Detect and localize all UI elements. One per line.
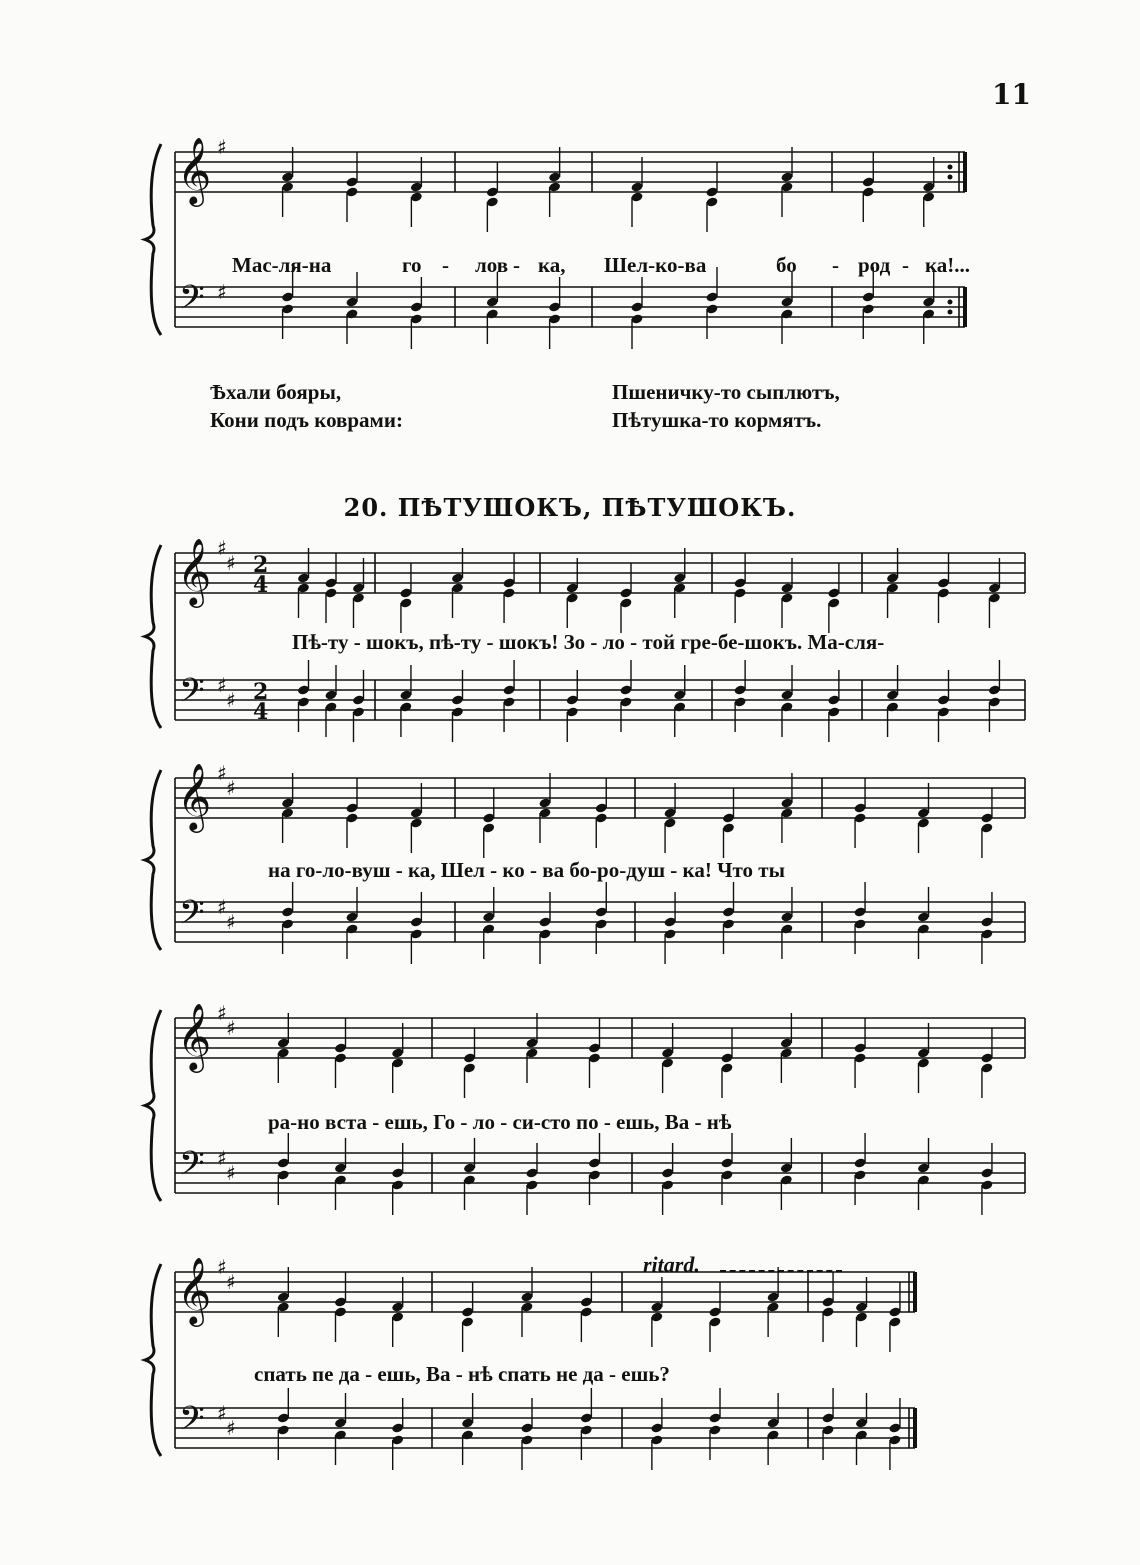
sharp-icon: ♯: [217, 673, 227, 697]
bass-clef-icon: 𝄢: [179, 279, 205, 325]
lyrics-line-2: на го-ло-вуш - ка, Шел - ко - ва бо-ро-душ - ка! Что ты: [268, 858, 785, 882]
tempo-mark: ritard.: [643, 1252, 700, 1277]
lyric-syllable: -: [832, 253, 839, 277]
verse-left-line-1: Ѣхали бояры,: [210, 380, 342, 404]
treble-clef-icon: 𝄞: [177, 136, 212, 204]
treble-clef-icon: 𝄞: [177, 1002, 212, 1070]
sharp-icon: ♯: [217, 895, 227, 919]
sharp-icon: ♯: [226, 1416, 236, 1440]
lyrics-line-3: ра-но вста - ешь, Го - ло - си-сто по - ешь, Ва - нѣ: [268, 1110, 732, 1134]
verse-left-line-2: Кони подъ коврами:: [210, 408, 403, 432]
time-signature-numerator: 2: [253, 552, 269, 578]
sharp-icon: ♯: [217, 135, 227, 159]
lyric-syllable: ка,: [538, 253, 566, 277]
sharp-icon: ♯: [226, 910, 236, 934]
sharp-icon: ♯: [217, 1146, 227, 1170]
sharp-icon: ♯: [226, 688, 236, 712]
song-title: 20. ПѢТУШОКЪ, ПѢТУШОКЪ.: [343, 493, 797, 522]
treble-clef-icon: 𝄞: [177, 537, 212, 605]
sharp-icon: ♯: [217, 1401, 227, 1425]
system-brace: [145, 1264, 161, 1456]
time-signature-denominator: 4: [253, 572, 269, 598]
lyric-syllable: -: [513, 253, 520, 277]
bass-clef-icon: 𝄢: [179, 894, 205, 940]
sharp-icon: ♯: [217, 1001, 227, 1025]
ritard-extension-line: [720, 1270, 842, 1272]
system-brace: [145, 1010, 161, 1201]
lyric-syllable: -: [902, 253, 909, 277]
sharp-icon: ♯: [226, 1016, 236, 1040]
lyric-syllable: Мас-ля-на: [232, 253, 332, 277]
lyric-syllable: лов: [475, 253, 509, 277]
verse-right-line-1: Пшеничку-то сыплютъ,: [612, 380, 840, 404]
final-barline-thick: [963, 287, 967, 327]
sharp-icon: ♯: [226, 551, 236, 575]
system-brace: [145, 144, 161, 335]
system-brace: [145, 770, 161, 950]
sharp-icon: ♯: [217, 280, 227, 304]
repeat-dot: [948, 300, 953, 305]
treble-clef-icon: 𝄞: [177, 1256, 212, 1324]
page-number: 11: [992, 78, 1031, 111]
sharp-icon: ♯: [217, 761, 227, 785]
lyrics-line-4: спать пе да - ешь, Ва - нѣ спать не да - ешь?: [254, 1362, 670, 1386]
final-barline-thick: [913, 1272, 917, 1312]
treble-clef-icon: 𝄞: [177, 762, 212, 830]
lyric-syllable: бо: [776, 253, 797, 277]
final-barline-thick: [913, 1408, 917, 1448]
repeat-dot: [948, 310, 953, 315]
system-brace: [145, 545, 161, 728]
bass-clef-icon: 𝄢: [179, 1145, 205, 1191]
repeat-dot: [948, 175, 953, 180]
sharp-icon: ♯: [217, 536, 227, 560]
time-signature-numerator: 2: [253, 679, 269, 705]
lyric-syllable: ка!...: [925, 253, 971, 277]
lyric-syllable: -: [442, 253, 449, 277]
lyric-syllable: го: [402, 253, 422, 277]
sharp-icon: ♯: [226, 776, 236, 800]
lyrics-line-1: Пѣ-ту - шокъ, пѣ-ту - шокъ! Зо - ло - той гре-бе-шокъ. Ма-сля-: [292, 630, 885, 654]
lyric-syllable: Шел-ко-ва: [604, 253, 707, 277]
final-barline-thick: [963, 152, 967, 192]
verse-right-line-2: Пѣтушка-то кормятъ.: [612, 408, 822, 432]
bass-clef-icon: 𝄢: [179, 672, 205, 718]
lyric-syllable: род: [858, 253, 891, 277]
bass-clef-icon: 𝄢: [179, 1400, 205, 1446]
sharp-icon: ♯: [217, 1255, 227, 1279]
repeat-dot: [948, 165, 953, 170]
sharp-icon: ♯: [226, 1161, 236, 1185]
sharp-icon: ♯: [226, 1270, 236, 1294]
time-signature-denominator: 4: [253, 699, 269, 725]
